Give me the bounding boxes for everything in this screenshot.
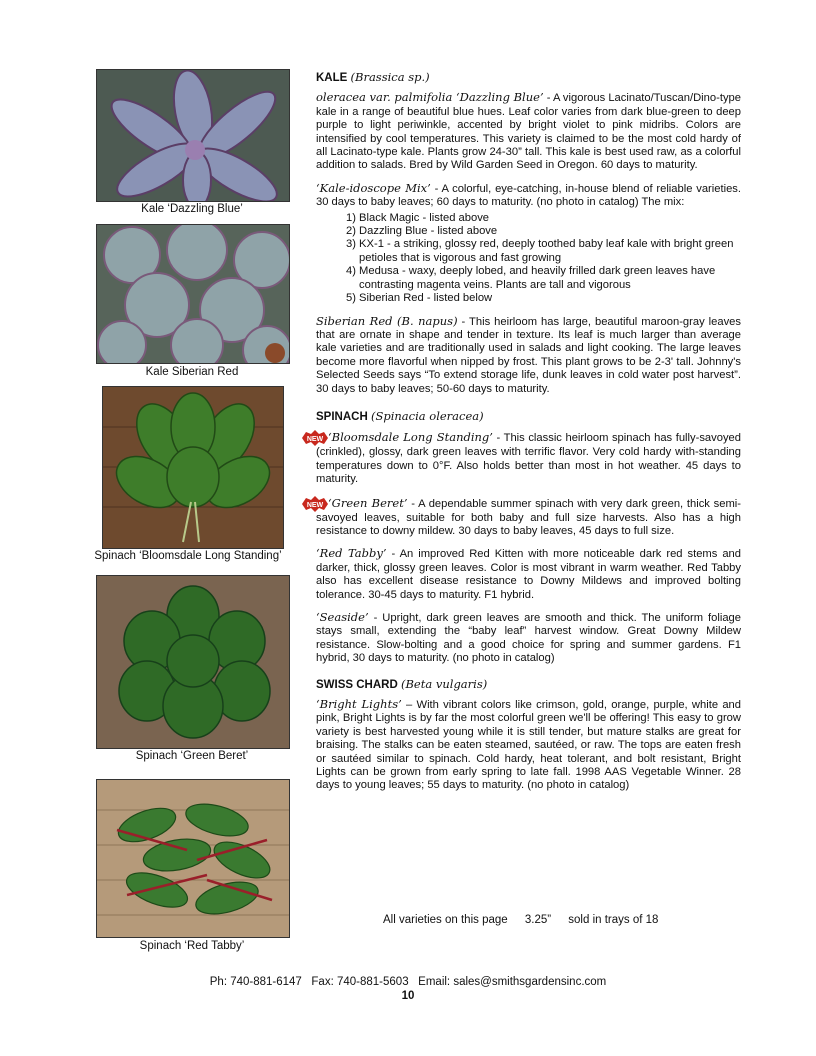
variety-name-bright-lights: ‘Bright Lights’ [316,697,402,712]
variety-name-seaside: ‘Seaside’ [316,610,369,624]
spinach-heading-title: SPINACH [316,410,368,423]
caption-spinach-red-tabby: Spinach ‘Red Tabby’ [139,940,245,952]
variety-text-green-beret: - A dependable summer spinach with very dark green, thick semi-savoyed leaves, suitable for both baby and full size harvests. Also has a high resistance to downy mildew. 30 days to baby leaves, 45 days to full size. [316,497,741,537]
summary-all: All varieties on this page [383,914,508,926]
svg-text:NEW: NEW [306,436,324,444]
entry-bloomsdale [306,430,741,486]
photo-spinach-bloomsdale [102,386,284,549]
variety-name-red-tabby: ‘Red Tabby’ [316,546,387,561]
summary-line [383,914,658,926]
entry-green-beret [306,495,741,539]
list-item: 3) KX-1 - a striking, glossy red, deeply toothed baby leaf kale with bright green petioles that is vigorous and fast growing [346,238,734,264]
entry-bright-lights [316,698,741,793]
variety-text-bright-lights: – With vibrant colors like crimson, gold, orange, purple, white and pink, Bright Lights is by far the most colorful green we'll be offering! This easy to grow variety is best harvested young while it is still tender, but mature stalks are great for braising. The stalks can be eaten steamed, sautéed, or raw. The tops are eaten fresh or sautéed similar to spinach. Cold hardy, heat tolerant, and bolt resistant, Bright Lights can be grown from early spring to late fall. 1998 AAS Vegetable Winner. 28 days to young leaves; 55 days to maturity. (no photo in catalog) [316,699,741,792]
variety-name-dazzling-blue: oleracea var. palmifolia ‘Dazzling Blue’ [316,90,544,105]
variety-name-kale-idoscope: ‘Kale-idoscope Mix’ [316,180,431,195]
variety-text-kale-idoscope: - A colorful, eye-catching, in-house blend of reliable varieties. 30 days to baby leaves; 60 days to maturity. (no photo in catalog) The mix: [316,182,741,209]
variety-name-siberian-red: Siberian Red (B. napus) [316,313,458,328]
caption-kale-dazzling-blue: Kale ‘Dazzling Blue’ [141,203,243,215]
variety-text-red-tabby: - An improved Red Kitten with more noticeable dark red stems and darker, thick, glossy green leaves. Color is most vibrant in warm weather. Red Tabby also has excellent disease resistance to Downy Mildews and improved bolting tolerance. 30-45 days to maturity. F1 hybrid. [316,548,741,601]
list-item: 5) Siberian Red - listed below [346,292,493,305]
page-number: 10 [401,990,415,1002]
svg-text:NEW: NEW [306,501,324,509]
caption-spinach-green-beret: Spinach ‘Green Beret’ [135,750,249,762]
photo-kale-siberian-red [96,224,290,364]
new-badge-icon [302,496,328,512]
chard-heading-title: SWISS CHARD [316,678,398,691]
new-badge-icon [302,430,328,446]
kale-heading-title: KALE [316,72,348,84]
variety-text-siberian-red: - This heirloom has large, beautiful maroon-gray leaves that are ornate in shape and tender in texture. Its leaf is much larger than average kale varieties and are traditionally used in salads and light cooking. The large leaves become more flavorful when nipped by frost. This plant grows to be 2-3' tall. Johnny's Selected Seeds says “To extend storage life, dunk leaves in cold water post harvest”. 30 days to baby leaves; 50-60 days to maturity. [316,315,741,395]
entry-seaside [316,611,741,666]
entry-red-tabby [316,547,741,602]
photo-spinach-red-tabby [96,779,290,938]
list-item: 4) Medusa - waxy, deeply lobed, and heavily frilled dark green leaves have contrasting magenta veins. Plants are tall and vigorous [346,265,716,291]
entry-dazzling-blue [316,91,741,172]
list-item: 2) Dazzling Blue - listed above [346,225,498,238]
variety-text-dazzling-blue: - A vigorous Lacinato/Tuscan/Dino-type kale in a range of beautiful blue hues. Leaf color varies from dark blue-green to deep purple to light periwinkle, accented by bright violet to pink midribs. Colors are intensified by cool temperatures. This variety is claimed to be the most cold hardy of all Lacinato-type kale. Plants grow 24-30” tall. This kale is best used raw, as a colorful addition to salads. Bred by Wild Garden Seed in Oregon. 60 days to maturity. [316,92,741,172]
entry-siberian-red [316,315,741,396]
summary-trays: sold in trays of 18 [568,914,659,926]
variety-text-bloomsdale: - This classic heirloom spinach has fully-savoyed (crinkled), glossy, dark green leaves with terrific flavor. Very cold hardy with-standing temperatures down to 0°F. Also holds better than most in hot weather. 45 days to maturity. [316,432,741,486]
mix-list [316,212,741,306]
caption-spinach-bloomsdale: Spinach ‘Bloomsdale Long Standing’ [94,550,282,562]
variety-name-green-beret: ‘Green Beret’ [328,495,408,510]
caption-kale-siberian-red: Kale Siberian Red [145,366,239,378]
kale-heading-latin: (Brassica sp.) [350,70,430,84]
variety-name-bloomsdale: ‘Bloomsdale Long Standing’ [328,430,493,445]
spinach-heading-latin: (Spinacia oleracea) [370,408,484,423]
chard-heading-latin: (Beta vulgaris) [400,676,488,691]
variety-text-seaside: - Upright, dark green leaves are smooth and thick. The uniform foliage stays small, extending the “baby leaf” harvest window. Great Downy Mildew resistance. Slow-bolting and a good choice for spring and summer gardens. F1 hybrid, 30 days to maturity. (no photo in catalog) [316,612,741,665]
text-column [306,70,741,793]
spinach-heading [316,410,741,424]
list-item: 1) Black Magic - listed above [346,211,490,224]
entry-kale-idoscope [316,182,741,210]
kale-heading [316,71,741,85]
footer-contact: Ph: 740-881-6147 Fax: 740-881-5603 Email: sales@smithsgardensinc.com [209,976,607,988]
chard-heading [316,678,741,692]
photo-kale-dazzling-blue [96,69,290,202]
photo-spinach-green-beret [96,575,290,749]
summary-size: 3.25” [524,914,552,926]
